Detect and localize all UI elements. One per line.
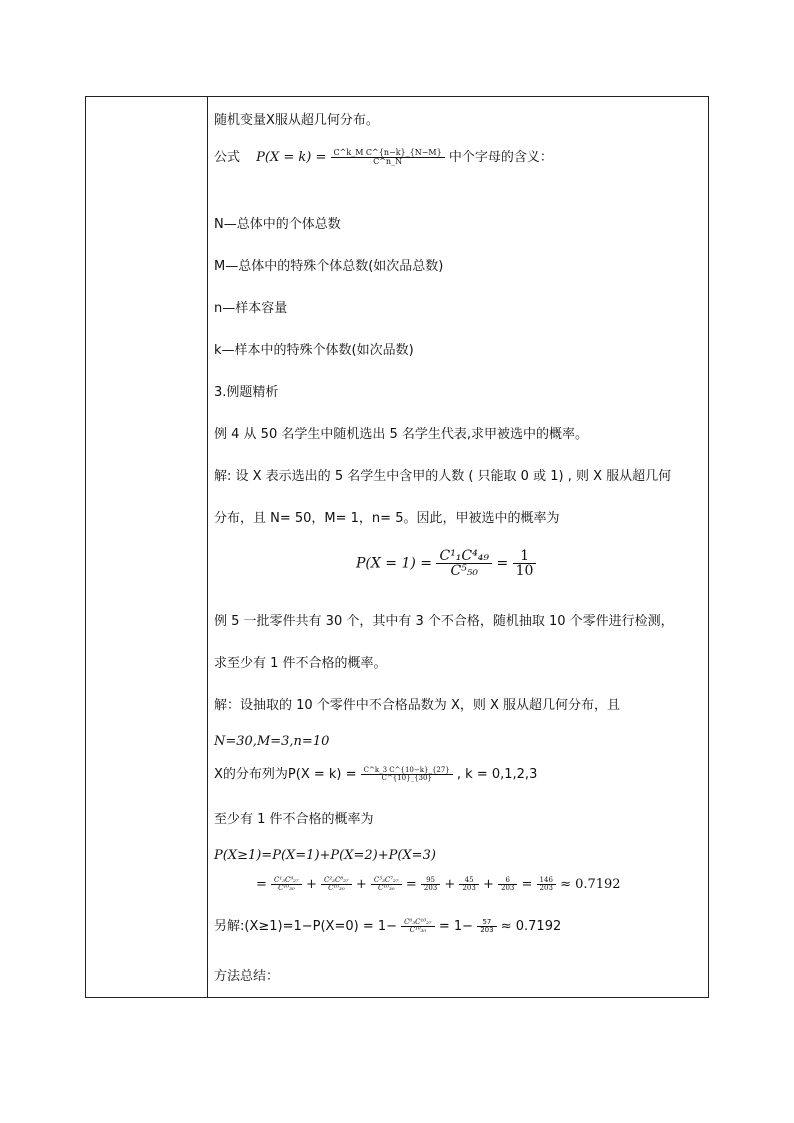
method-summary: 方法总结：: [214, 969, 280, 984]
calc-term-3: [371, 877, 402, 892]
calc-fraction-4-denominator: 203: [539, 884, 553, 892]
calc-term-2-denominator: C¹⁰₃₀: [328, 884, 345, 892]
equation-4-result-numerator: 1: [513, 549, 537, 564]
distribution-prefix: X的分布列为P(X = k) =: [214, 767, 357, 782]
calc-fraction-3: [498, 877, 517, 892]
calc-fraction-2: [459, 877, 478, 892]
calc-term-1: [271, 877, 302, 892]
calc-fraction-4: [537, 877, 556, 892]
equation-4-lhs: P(X = 1) =: [356, 555, 433, 572]
content-table: [85, 96, 709, 998]
example-5-line-1: 例 5 一批零件共有 30 个，其中有 3 个不合格，随机抽取 10 个零件进行检测，: [214, 614, 674, 629]
example-5-line-2: 求至少有 1 件不合格的概率。: [214, 656, 387, 671]
calc-plus-2: +: [355, 877, 367, 892]
calc-fraction-4-numerator: 146: [537, 877, 556, 885]
calc-term-2-numerator: C²₃C⁸₂₇: [321, 877, 352, 885]
calc-term-1-numerator: C¹₃C⁹₂₇: [271, 877, 302, 885]
calc-fraction-3-denominator: 203: [500, 884, 515, 892]
sum-expression: P(X≥1)=P(X=1)+P(X=2)+P(X=3): [214, 848, 436, 863]
solution-5-line-1: 解：设抽取的 10 个零件中不合格品数为 X，则 X 服从超几何分布，且: [214, 698, 621, 713]
alt-fraction: [401, 919, 435, 934]
formula-denominator: C^n_N: [373, 157, 403, 166]
calc-plus-3: +: [444, 877, 456, 892]
formula-suffix: 中个字母的含义：: [448, 150, 553, 165]
distribution-numerator: C^k_3 C^{10−k}_{27}: [361, 767, 453, 775]
distribution-fraction: [361, 767, 453, 782]
calc-fraction-1-denominator: 203: [423, 884, 438, 892]
text-line: 随机变量X服从超几何分布。: [214, 113, 379, 128]
alt-result-fraction: [477, 919, 496, 934]
calculation-line: [256, 877, 621, 892]
formula-numerator: C^k_M C^{n−k}_{N−M}: [331, 149, 445, 158]
calc-fraction-2-denominator: 203: [462, 884, 476, 892]
alt-mid: = 1−: [438, 919, 474, 934]
equation-4-denominator: C⁵₅₀: [450, 563, 479, 579]
calc-plus-1: +: [305, 877, 317, 892]
formula-lhs: P(X = k) =: [256, 150, 327, 165]
calc-equals-3: =: [521, 877, 533, 892]
alternative-solution: [214, 919, 561, 934]
alt-numerator: C⁰₃C¹⁰₂₇: [401, 919, 435, 927]
definition-k: k—样本中的特殊个体数(如次品数): [214, 343, 414, 358]
calc-plus-4: +: [482, 877, 494, 892]
distribution-suffix: , k = 0,1,2,3: [456, 767, 538, 782]
calc-term-3-numerator: C³₃C⁷₂₇: [371, 877, 402, 885]
definition-n: n—样本容量: [214, 301, 288, 316]
solution-5-line-2: N=30,M=3,n=10: [214, 734, 330, 749]
formula-prefix: 公式: [214, 150, 241, 165]
alt-approx: ≈ 0.7192: [500, 919, 562, 934]
definition-N: N—总体中的个体总数: [214, 217, 341, 232]
solution-4-line-1: 解: 设 X 表示选出的 5 名学生中含甲的人数 ( 只能取 0 或 1) , 则 X 服从超几何: [214, 469, 672, 484]
calc-term-1-denominator: C¹⁰₃₀: [278, 884, 295, 892]
calc-equals-2: =: [405, 877, 417, 892]
equation-4-result: [513, 549, 537, 578]
calc-term-3-denominator: C¹⁰₃₀: [378, 884, 395, 892]
definition-M: M—总体中的特殊个体总数(如次品总数): [214, 259, 444, 274]
calc-equals: =: [256, 877, 267, 892]
column-divider: [207, 97, 208, 997]
alt-denominator: C¹⁰₃₀: [409, 926, 427, 934]
calc-fraction-1-numerator: 95: [421, 877, 440, 885]
example-4: 例 4 从 50 名学生中随机选出 5 名学生代表,求甲被选中的概率。: [214, 427, 589, 442]
alt-prefix: 另解:(X≥1)=1−P(X=0) = 1−: [214, 919, 398, 934]
at-least-one-text: 至少有 1 件不合格的概率为: [214, 812, 374, 827]
equation-4-equals: =: [496, 555, 509, 572]
formula-line: [214, 149, 553, 166]
distribution-denominator: C^{10}_{30}: [381, 774, 432, 782]
alt-result-numerator: 57: [477, 919, 496, 927]
distribution-line: [214, 767, 537, 782]
equation-4-result-denominator: 10: [515, 563, 534, 579]
calc-term-2: [321, 877, 352, 892]
equation-4-numerator: C¹₁C⁴₄₉: [436, 549, 492, 564]
calc-fraction-1: [421, 877, 440, 892]
calc-approx: ≈ 0.7192: [560, 877, 621, 892]
formula-fraction: [331, 149, 445, 166]
equation-4-fraction: [436, 549, 492, 578]
section-heading: 3.例题精析: [214, 385, 279, 400]
alt-result-denominator: 203: [480, 926, 494, 934]
calc-fraction-2-numerator: 45: [459, 877, 478, 885]
calc-fraction-3-numerator: 6: [498, 877, 517, 885]
solution-4-line-2: 分布，且 N= 50，M= 1，n= 5。因此，甲被选中的概率为: [214, 511, 560, 526]
equation-4: [356, 549, 536, 578]
